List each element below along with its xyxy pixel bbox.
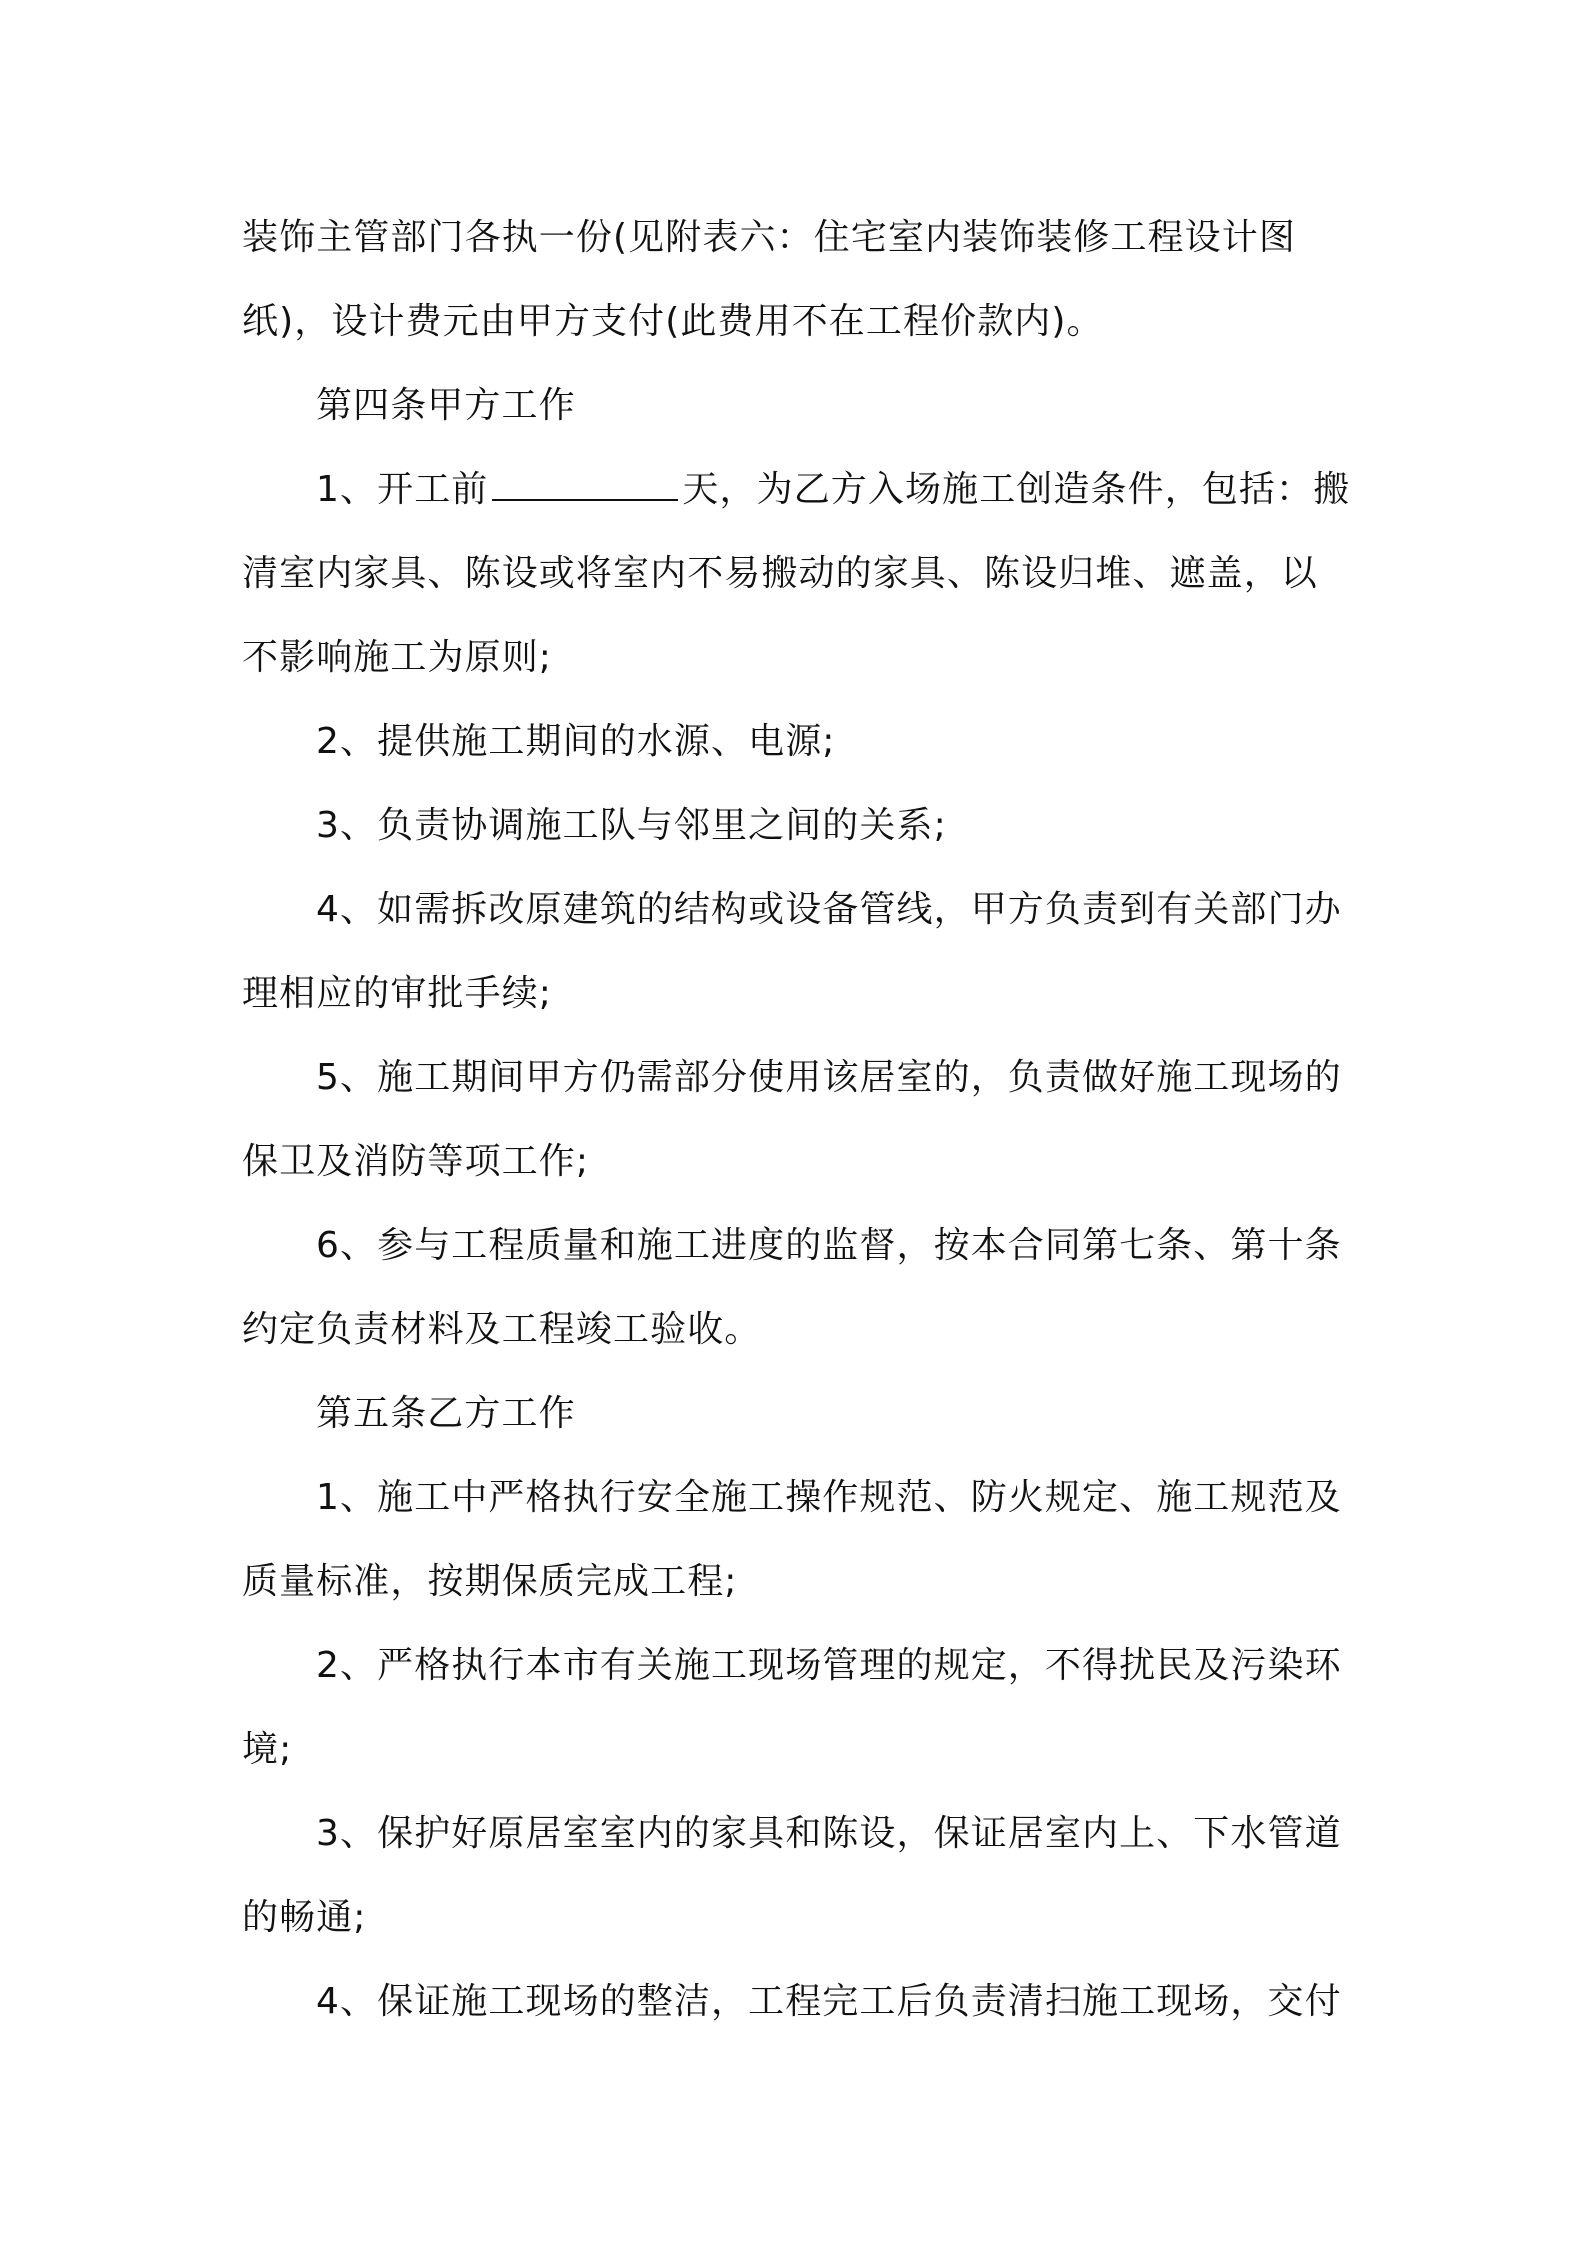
paragraph-party-a-item-1 xyxy=(242,448,1352,700)
paragraph-party-b-item-4: 4、保证施工现场的整洁，工程完工后负责清扫施工现场，交付 xyxy=(316,1981,1342,2022)
paragraph-party-a-item-2: 2、提供施工期间的水源、电源; xyxy=(316,721,836,762)
paragraph-party-a-item-6: 6、参与工程质量和施工进度的监督，按本合同第七条、第十条约定负责材料及工程竣工验收。 xyxy=(242,1225,1342,1350)
heading-article-4: 第四条甲方工作 xyxy=(316,385,576,426)
paragraph-design-fee: 装饰主管部门各执一份(见附表六：住宅室内装饰装修工程设计图纸)，设计费元由甲方支付(此费用不在工程价款内)。 xyxy=(242,217,1296,342)
heading-article-5: 第五条乙方工作 xyxy=(316,1393,576,1434)
paragraph-party-b-item-1: 1、施工中严格执行安全施工操作规范、防火规定、施工规范及质量标准，按期保质完成工程; xyxy=(242,1477,1342,1602)
paragraph-party-b-item-2: 2、严格执行本市有关施工现场管理的规定，不得扰民及污染环境; xyxy=(242,1645,1342,1770)
item-1-prefix: 1、开工前 xyxy=(316,469,489,510)
paragraph-party-b-item-3: 3、保护好原居室室内的家具和陈设，保证居室内上、下水管道的畅通; xyxy=(242,1813,1342,1938)
paragraph-party-a-item-5: 5、施工期间甲方仍需部分使用该居室的，负责做好施工现场的保卫及消防等项工作; xyxy=(242,1057,1342,1182)
document-body xyxy=(242,196,1352,2044)
item-1-rest: 天，为乙方入场施工创造条件，包括：搬清室内家具、陈设或将室内不易搬动的家具、陈设归堆、遮盖，以不影响施工为原则; xyxy=(242,469,1351,678)
paragraph-party-a-item-4: 4、如需拆改原建筑的结构或设备管线，甲方负责到有关部门办理相应的审批手续; xyxy=(242,889,1342,1014)
paragraph-party-a-item-3: 3、负责协调施工队与邻里之间的关系; xyxy=(316,805,947,846)
fill-in-blank xyxy=(492,469,678,501)
